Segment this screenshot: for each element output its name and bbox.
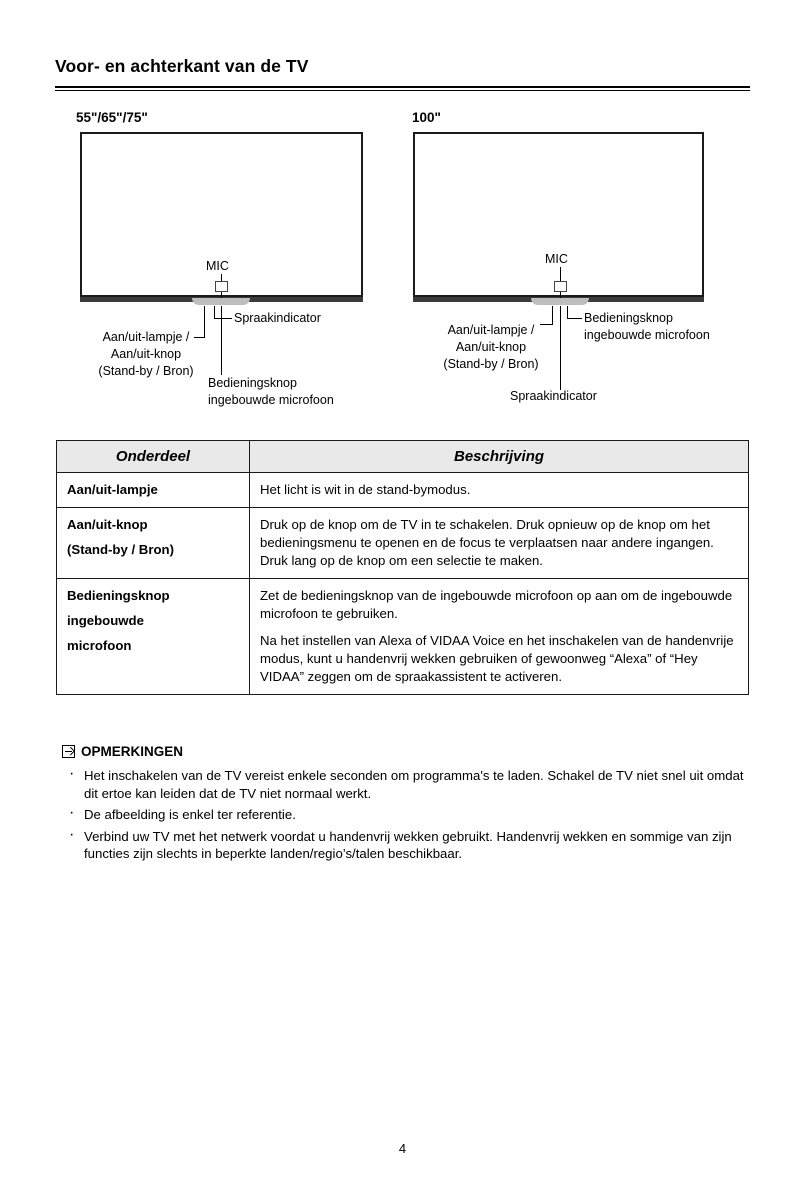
tv-screen-right [413,132,704,297]
part-line: (Stand-by / Bron) [67,542,174,557]
table-cell-description [250,508,749,579]
part-line: ingebouwde [67,613,144,628]
mic-module-right [554,281,567,292]
micswitch-leader-h-right [567,318,582,319]
table-header-description: Beschrijving [250,441,749,473]
speech-leader-h-left [214,318,232,319]
part-line: Bedieningsknop [67,588,170,603]
description-paragraph: Druk op de knop om de TV in te schakelen. Druk opnieuw op de knop om het bedieningsmenu te openen en de focus te verplaatsen naar andere ingangen. Druk lang op de knop om een selectie te maken. [260,517,714,568]
callout-power-line2-right: Aan/uit-knop [455,340,527,354]
notes-list [62,767,752,863]
mic-label-left: MIC [206,259,229,273]
list-item: · Verbind uw TV met het netwerk voordat u handenvrij wekken gebruikt. Handenvrij wekken en sommige van zijn functies zijn slechts in beperkte landen/regio’s/talen beschikbaar. [62,828,752,863]
part-line: Aan/uit-knop [67,517,148,532]
list-item: · Het inschakelen van de TV vereist enkele seconden om programma's te laden. Schakel de TV niet snel uit omdat dit ertoe kan leiden dat de TV niet normaal werkt. [62,767,752,802]
part-line: microfoon [67,638,132,653]
part-line: Aan/uit-lampje [67,482,158,497]
table-cell-part [57,579,250,695]
callout-speech-indicator-left: Spraakindicator [234,311,321,325]
speech-leader-v-right [560,306,561,390]
callout-power-left [96,329,196,380]
callout-mic-switch-line2-right: ingebouwde microfoon [584,328,710,342]
callout-mic-switch-line1-left: Bedieningsknop [208,376,297,390]
callout-mic-switch-line2-left: ingebouwde microfoon [208,393,334,407]
diagram-size-label-left: 55"/65"/75" [76,110,148,125]
callout-power-line3-left: (Stand-by / Bron) [98,364,194,378]
micswitch-leader-v-left [221,306,222,375]
description-paragraph: Zet de bedieningsknop van de ingebouwde microfoon op aan om de ingebouwde microfoon te gebruiken. [260,588,733,621]
page-title: Voor- en achterkant van de TV [55,56,309,76]
table-cell-part [57,508,250,579]
callout-power-line3-right: (Stand-by / Bron) [443,357,539,371]
description-paragraph: Na het instellen van Alexa of VIDAA Voice en het inschakelen van de handenvrije modus, kunt u handenvrij wekken gebruiken of gewoonweg “Alexa” of “Hey VIDAA” zeggen om de spraakassistent te activeren. [260,633,734,684]
callout-speech-indicator-right: Spraakindicator [510,389,597,403]
callout-power-right [440,322,542,373]
notes-section [62,744,752,867]
notes-heading [62,744,752,759]
micswitch-leader-v-right [567,306,568,318]
parts-description-table [56,440,749,695]
arrow-in-box-icon [62,745,75,758]
table-header-part: Onderdeel [57,441,250,473]
callout-power-line1-right: Aan/uit-lampje / [447,323,535,337]
table-row [57,473,749,508]
callout-power-line1-left: Aan/uit-lampje / [102,330,190,344]
speaker-bump-right [531,298,589,305]
notes-heading-label: OPMERKINGEN [81,744,184,759]
table-row [57,508,749,579]
mic-module-left [215,281,228,292]
table-cell-part [57,473,250,508]
speech-leader-v-left [214,306,215,319]
callout-mic-switch-right [584,310,710,344]
diagram-size-label-right: 100" [412,110,441,125]
mic-label-right: MIC [545,252,568,266]
description-paragraph: Het licht is wit in de stand-bymodus. [260,482,471,497]
list-item: · De afbeelding is enkel ter referentie. [62,806,752,824]
power-leader-v-right [552,306,553,324]
callout-mic-switch-left [208,375,334,409]
page-number: 4 [398,1141,407,1156]
tv-diagrams [0,0,805,430]
table-cell-description [250,579,749,695]
power-leader-v-left [204,306,205,337]
table-row [57,579,749,695]
speaker-bump-left [192,298,250,305]
table-header-row [57,441,749,473]
table-cell-description [250,473,749,508]
callout-power-line2-left: Aan/uit-knop [110,347,182,361]
callout-mic-switch-line1-right: Bedieningsknop [584,311,673,325]
